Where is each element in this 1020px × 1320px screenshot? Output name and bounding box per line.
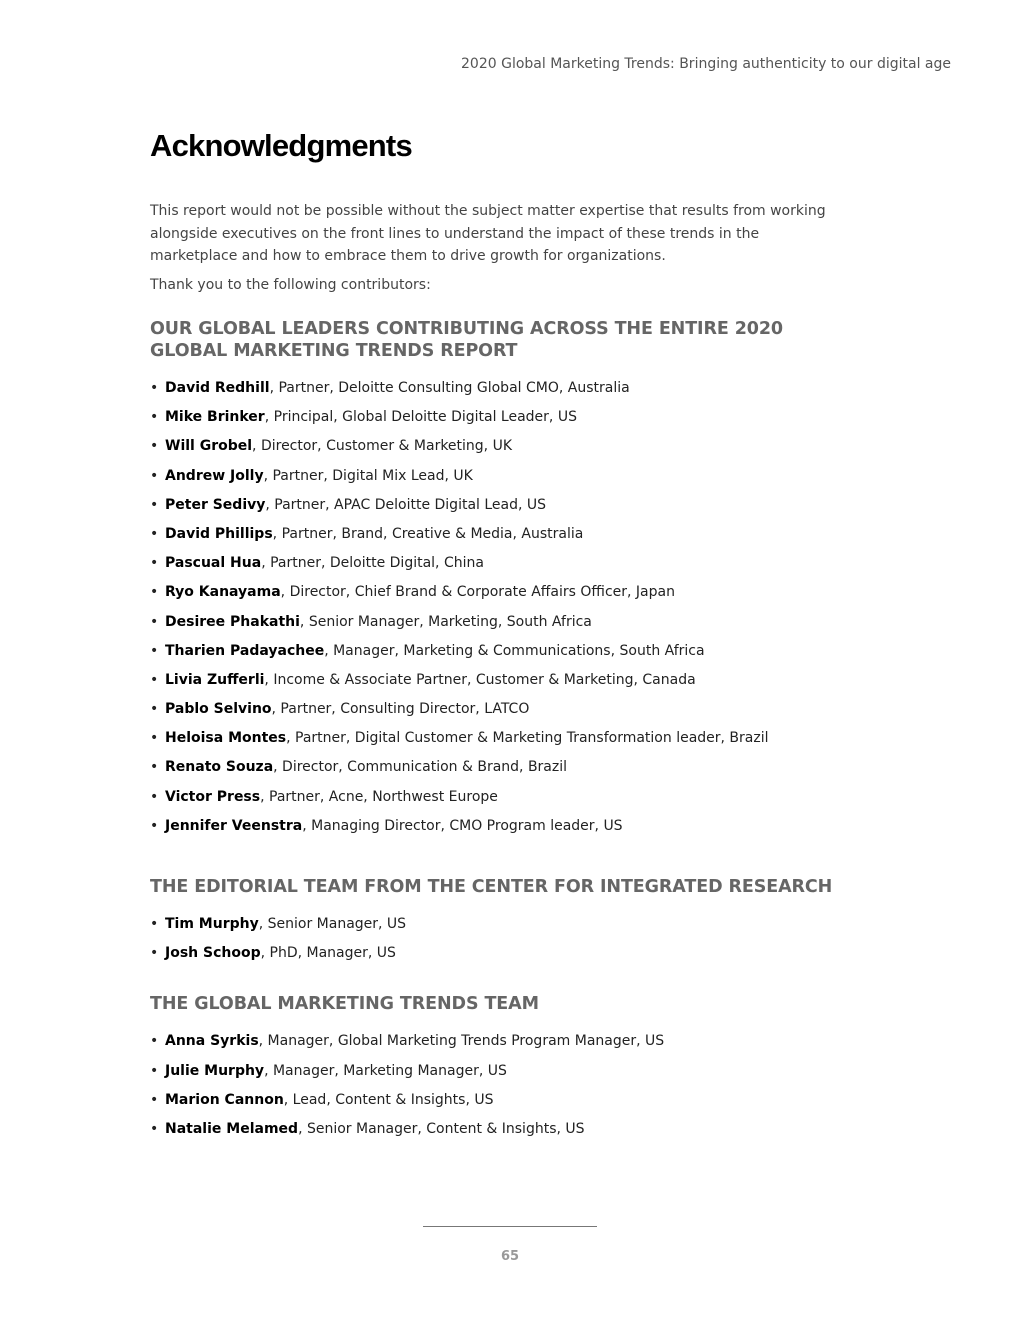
contributor-item xyxy=(150,1090,850,1119)
contributor-name: David Redhill xyxy=(165,380,270,396)
contributor-item xyxy=(150,757,850,786)
contributor-role: , Income & Associate Partner, Customer & Marketing, Canada xyxy=(264,671,696,688)
contributor-role: , Director, Chief Brand & Corporate Affairs Officer, Japan xyxy=(280,584,675,601)
contributor-item xyxy=(150,816,850,845)
bullet-icon: • xyxy=(150,642,159,659)
contributor-item xyxy=(150,943,850,972)
intro-paragraph: This report would not be possible without the subject matter expertise that results from working alongside executives on the front lines to understand the impact of these trends in the marketplace and how to embrace them to drive growth for organizations. xyxy=(150,203,826,264)
contributor-name: Livia Zufferli xyxy=(165,671,265,688)
contributor-item xyxy=(150,1031,850,1060)
contributor-role: , Partner, Deloitte Consulting Global CMO, Australia xyxy=(269,380,630,396)
contributor-role: , Partner, Digital Mix Lead, UK xyxy=(263,467,473,484)
contributor-role: , Senior Manager, Marketing, South Africa xyxy=(299,613,592,630)
bullet-icon: • xyxy=(150,613,159,630)
contributor-item xyxy=(150,1119,850,1148)
bullet-icon: • xyxy=(150,1033,159,1050)
bullet-icon: • xyxy=(150,409,159,426)
bullet-icon: • xyxy=(150,788,159,805)
contributor-item xyxy=(150,436,850,465)
contributor-role: , Senior Manager, US xyxy=(258,916,407,932)
contributor-role: , Partner, Acne, Northwest Europe xyxy=(260,788,498,805)
contributor-name: Andrew Jolly xyxy=(165,467,264,484)
contributor-item xyxy=(150,787,850,816)
contributor-name: Desiree Phakathi xyxy=(165,613,300,630)
contributor-role: , Manager, Marketing Manager, US xyxy=(264,1062,507,1079)
contributor-item xyxy=(150,495,850,524)
contributor-name: Will Grobel xyxy=(165,438,253,455)
intro-thanks: Thank you to the following contributors: xyxy=(150,276,431,293)
bullet-icon: • xyxy=(150,671,159,688)
bullet-icon: • xyxy=(150,916,159,932)
section-heading: OUR GLOBAL LEADERS CONTRIBUTING ACROSS THE ENTIRE 2020 GLOBAL MARKETING TRENDS REPORT xyxy=(150,319,784,361)
page-content xyxy=(150,126,850,1148)
contributor-item xyxy=(150,466,850,495)
contributor-name: Julie Murphy xyxy=(165,1062,265,1079)
section-global-leaders xyxy=(150,318,850,845)
bullet-icon: • xyxy=(150,817,159,834)
contributor-role: , PhD, Manager, US xyxy=(260,945,396,962)
contributor-item xyxy=(150,670,850,699)
contributor-role: , Manager, Marketing & Communications, South Africa xyxy=(324,642,705,659)
intro xyxy=(150,200,850,296)
bullet-icon: • xyxy=(150,1091,159,1108)
contributor-item xyxy=(150,612,850,641)
bullet-icon: • xyxy=(150,759,159,776)
contributor-role: , Lead, Content & Insights, US xyxy=(283,1091,494,1108)
contributor-name: Jennifer Veenstra xyxy=(165,817,303,834)
contributor-item xyxy=(150,407,850,436)
contributor-list xyxy=(150,378,850,845)
bullet-icon: • xyxy=(150,945,159,962)
page-number: 65 xyxy=(500,1249,520,1264)
bullet-icon: • xyxy=(150,584,159,601)
running-header: 2020 Global Marketing Trends: Bringing authenticity to our digital age xyxy=(461,56,951,72)
section-heading: THE EDITORIAL TEAM FROM THE CENTER FOR INTEGRATED RESEARCH xyxy=(150,877,833,897)
bullet-icon: • xyxy=(150,1062,159,1079)
contributor-role: , Partner, Digital Customer & Marketing Transformation leader, Brazil xyxy=(286,730,769,747)
contributor-role: , Partner, Deloitte Digital, China xyxy=(261,555,484,572)
contributor-name: Pablo Selvino xyxy=(165,701,272,718)
bullet-icon: • xyxy=(150,1120,159,1137)
contributor-role: , Manager, Global Marketing Trends Program Manager, US xyxy=(258,1033,665,1050)
contributor-name: Josh Schoop xyxy=(165,945,261,962)
contributor-name: Peter Sedivy xyxy=(165,496,266,513)
contributor-name: Pascual Hua xyxy=(165,555,262,572)
contributor-item xyxy=(150,582,850,611)
bullet-icon: • xyxy=(150,380,159,396)
footer-divider xyxy=(423,1226,597,1227)
contributor-item xyxy=(150,641,850,670)
contributor-list xyxy=(150,1031,850,1148)
contributor-role: , Principal, Global Deloitte Digital Leader, US xyxy=(264,409,577,426)
section-editorial-team xyxy=(150,876,850,972)
contributor-role: , Partner, APAC Deloitte Digital Lead, US xyxy=(265,496,547,513)
bullet-icon: • xyxy=(150,438,159,455)
bullet-icon: • xyxy=(150,496,159,513)
contributor-item xyxy=(150,728,850,757)
bullet-icon: • xyxy=(150,701,159,718)
contributor-name: Anna Syrkis xyxy=(165,1033,259,1050)
contributor-name: Renato Souza xyxy=(165,759,274,776)
section-heading: THE GLOBAL MARKETING TRENDS TEAM xyxy=(150,994,539,1015)
contributor-item xyxy=(150,914,850,943)
contributor-role: , Partner, Brand, Creative & Media, Australia xyxy=(272,525,584,542)
bullet-icon: • xyxy=(150,730,159,747)
contributor-item xyxy=(150,553,850,582)
contributor-role: , Managing Director, CMO Program leader, US xyxy=(302,817,623,834)
contributor-role: , Partner, Consulting Director, LATCO xyxy=(271,701,530,718)
contributor-role: , Senior Manager, Content & Insights, US xyxy=(298,1120,585,1137)
contributor-name: Victor Press xyxy=(165,788,261,805)
contributor-item xyxy=(150,524,850,553)
section-gmt-team xyxy=(150,993,850,1148)
contributor-name: Ryo Kanayama xyxy=(165,584,281,601)
contributor-name: Tharien Padayachee xyxy=(165,642,325,659)
contributor-role: , Director, Customer & Marketing, UK xyxy=(252,438,513,455)
contributor-role: , Director, Communication & Brand, Brazil xyxy=(273,759,568,776)
contributor-name: Mike Brinker xyxy=(165,409,265,426)
contributor-name: Natalie Melamed xyxy=(165,1120,299,1137)
contributor-name: Heloisa Montes xyxy=(165,730,287,747)
contributor-name: Marion Cannon xyxy=(165,1091,284,1108)
contributor-name: David Phillips xyxy=(165,525,273,542)
contributor-item xyxy=(150,1061,850,1090)
contributor-list xyxy=(150,914,850,972)
contributor-item xyxy=(150,699,850,728)
bullet-icon: • xyxy=(150,467,159,484)
contributor-name: Tim Murphy xyxy=(165,916,259,932)
contributor-item xyxy=(150,378,850,407)
bullet-icon: • xyxy=(150,555,159,572)
bullet-icon: • xyxy=(150,525,159,542)
page-title: Acknowledgments xyxy=(150,128,412,163)
